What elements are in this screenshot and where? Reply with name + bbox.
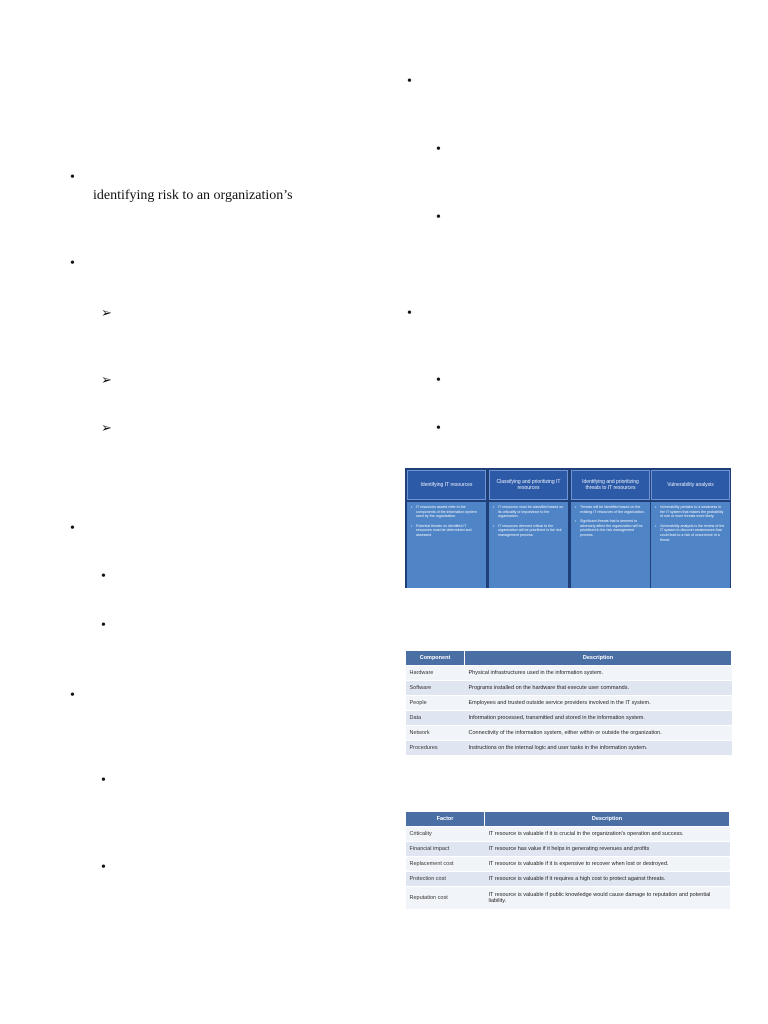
bullet-marker: • [70, 688, 75, 703]
process-step-body [489, 502, 568, 588]
risk-process-diagram [405, 468, 731, 588]
arrow-marker: ➢ [101, 305, 112, 320]
table-header: Factor [406, 812, 485, 827]
table-cell: Protection cost [406, 872, 485, 887]
table-row [406, 887, 730, 910]
bullet-marker: • [407, 306, 412, 321]
table-row [406, 842, 730, 857]
process-step-body [407, 502, 486, 588]
table-cell: Information processed, transmitted and stored in the information system. [465, 711, 732, 726]
arrow-marker: ➢ [101, 372, 112, 387]
table-row [406, 681, 732, 696]
table-row [406, 872, 730, 887]
bullet-marker: • [70, 521, 75, 536]
process-step-point: • IT resources assets refer to the components of the information system used by the organization. [411, 505, 482, 519]
table-cell: IT resource is valuable if it is crucial in the organization's operation and success. [485, 827, 730, 842]
table-header: Component [406, 651, 465, 666]
table-cell: Employees and trusted outside service providers involved in the IT system. [465, 696, 732, 711]
arrow-marker: ➢ [101, 420, 112, 435]
process-step-title: Identifying IT resources [407, 470, 486, 500]
table-cell: Criticality [406, 827, 485, 842]
bullet-marker: • [70, 170, 75, 185]
bullet-marker: • [101, 860, 106, 875]
table-cell: Replacement cost [406, 857, 485, 872]
process-step [407, 468, 486, 588]
process-step-point: • IT resources deemed critical to the organization will be prioritized in the risk management process. [493, 524, 564, 538]
table-row [406, 696, 732, 711]
table-cell: IT resource is valuable if it requires a high cost to protect against threats. [485, 872, 730, 887]
process-step [651, 468, 730, 588]
table-cell: IT resource has value if it helps in generating revenues and profits [485, 842, 730, 857]
process-step-title: Classifying and prioritizing IT resources [489, 470, 568, 500]
process-step-point: • Threats will be identified based on the existing IT resources of the organization. [575, 505, 646, 514]
table-row [406, 666, 732, 681]
table-cell: IT resource is valuable if it is expensive to recover when lost or destroyed. [485, 857, 730, 872]
table-cell: Instructions on the internal logic and user tasks in the information system. [465, 741, 732, 756]
process-step-title: Identifying and prioritizing threats to IT resources [571, 470, 650, 500]
components-table [405, 650, 732, 756]
bullet-marker: • [101, 569, 106, 584]
table-header: Description [485, 812, 730, 827]
bullet-marker: • [70, 256, 75, 271]
bullet-marker: • [101, 773, 106, 788]
bullet-marker: • [436, 421, 441, 436]
table-row [406, 741, 732, 756]
table-cell: Programs installed on the hardware that execute user commands. [465, 681, 732, 696]
process-step-body [651, 502, 730, 588]
body-text-line: identifying risk to an organization’s [93, 188, 293, 203]
table-row [406, 827, 730, 842]
table-cell: Hardware [406, 666, 465, 681]
process-step [571, 468, 650, 588]
process-step-point: • Significant threats that is deemed to adversely affect the organization will be prioritized in the risk management process. [575, 519, 646, 537]
table-header: Description [465, 651, 732, 666]
bullet-marker: • [101, 618, 106, 633]
table-cell: People [406, 696, 465, 711]
process-step [489, 468, 568, 588]
bullet-marker: • [407, 74, 412, 89]
table-cell: Connectivity of the information system, either within or outside the organization. [465, 726, 732, 741]
table-cell: Data [406, 711, 465, 726]
table-row [406, 726, 732, 741]
bullet-marker: • [436, 373, 441, 388]
table-cell: Reputation cost [406, 887, 485, 910]
table-row [406, 711, 732, 726]
table-cell: Procedures [406, 741, 465, 756]
process-step-point: • Potential threats on identified IT resources must be determined and assessed. [411, 524, 482, 538]
bullet-marker: • [436, 142, 441, 157]
factors-table [405, 811, 730, 910]
table-cell: Financial impact [406, 842, 485, 857]
table-cell: Software [406, 681, 465, 696]
process-step-point: • Vulnerability pertains to a weakness in the IT system that makes the probability of one or more threats more likely. [655, 505, 726, 519]
process-step-point: • IT resources must be classified based on its criticality or importance to the organization. [493, 505, 564, 519]
process-step-point: • Vulnerability analysis is the review of the IT system to discover weaknesses that could lead to a risk of occurrence of a threat. [655, 524, 726, 542]
table-cell: IT resource is valuable if public knowledge would cause damage to reputation and potential liability. [485, 887, 730, 910]
table-cell: Physical infrastructures used in the information system. [465, 666, 732, 681]
process-step-title: Vulnerability analysis [651, 470, 730, 500]
table-cell: Network [406, 726, 465, 741]
table-row [406, 857, 730, 872]
process-step-body [571, 502, 650, 588]
bullet-marker: • [436, 210, 441, 225]
